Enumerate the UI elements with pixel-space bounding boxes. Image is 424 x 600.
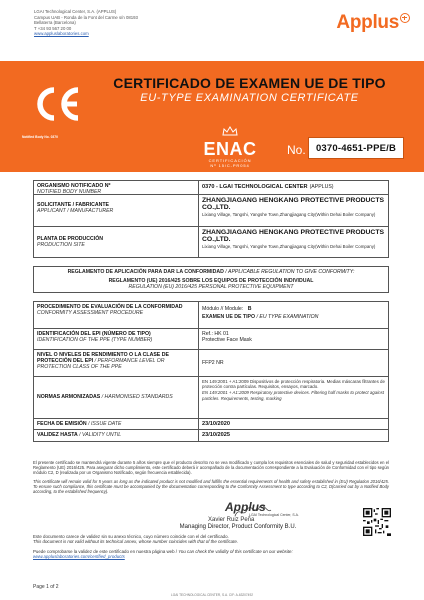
verification-note (33, 549, 389, 560)
value-cell (199, 419, 388, 429)
notified-body-value: 0370 - LGAI TECHNOLOGICAL CENTER (202, 184, 308, 191)
production-site-address: Lixiang Village, Tangshi, Yangshe Town,Zhangjiagang City(Within Dehai Boiler Company) (202, 243, 376, 249)
address-line: Campus UAB - Ronda de la Font del Carme s/n 08193 (34, 14, 138, 20)
website-link[interactable]: www.appluslaboratories.com (34, 31, 89, 37)
module-line (202, 306, 385, 312)
ppe-name: Protective Face Mask (202, 336, 252, 343)
standard-text-es: EN 149:2001 + A1:2009 Dispositivos de protección respiratoria. Medias máscaras filtrantes de protección contra partículas. Requisitos, ensayos, marcado. (202, 378, 385, 389)
signatory-name: Xavier Ruiz Peña (208, 517, 255, 523)
parties-table (33, 180, 389, 258)
annex-note-en: This document is not valid without its technical annex, whose number coincides with that of the certificate. (33, 539, 239, 545)
value-cell (199, 302, 388, 328)
value-cell (199, 430, 388, 441)
regulation-heading (37, 269, 385, 276)
label-english: / ISSUE DATE (86, 420, 122, 427)
table-row (34, 419, 388, 430)
title-english: EU-TYPE EXAMINATION CERTIFICATE (140, 92, 359, 104)
production-site-name: ZHANGJIAGANG HENGKANG PROTECTIVE PRODUCTS CO.,LTD. (202, 228, 385, 244)
regulation-heading-es: REGLAMENTO DE APLICACIÓN PARA DAR LA CONFORMIDAD (67, 269, 224, 275)
enac-subtitle: CERTIFICACIÓN (208, 158, 252, 163)
signatory-role: Managing Director, Product Conformity B.U. (179, 524, 297, 530)
details-table (33, 301, 389, 442)
table-row (34, 350, 388, 377)
address-line: Bellaterra (Barcelona) (34, 20, 76, 26)
regulation-title-es: REGLAMENTO (UE) 2016/425 SOBRE LOS EQUIPOS DE PROTECCIÓN INDIVIDUAL (108, 277, 314, 284)
label-cell (34, 227, 199, 257)
issue-date-label (37, 421, 121, 427)
applicant-address: Lixiang Village, Tangshi, Yangshe Town,Zhangjiagang City(Within Dehai Boiler Company) (202, 211, 376, 217)
applicant-name: ZHANGJIAGANG HENGKANG PROTECTIVE PRODUCTS CO.,LTD. (202, 196, 385, 212)
validity-label (37, 432, 121, 438)
label-english: PRODUCTION SITE (37, 242, 85, 249)
module-label: Módulo // Module: (202, 305, 244, 312)
label-spanish: PROCEDIMIENTO DE EVALUACIÓN DE LA CONFORMIDAD (37, 303, 183, 310)
label-spanish: NORMAS ARMONIZADAS (37, 394, 101, 401)
validity-value: 23/10/2025 (202, 432, 230, 439)
ppe-reference: Ref.: HK 01 (202, 330, 229, 337)
performance-value: FFP2 NR (202, 359, 224, 366)
table-row (34, 329, 388, 350)
verification-en: You can check the validity of this certificate on our website: (178, 549, 293, 554)
issue-date-value: 23/10/2020 (202, 420, 230, 427)
annex-note (33, 534, 389, 545)
company-address (34, 9, 138, 37)
verification-link[interactable]: www.appluslaboratories.com/certified_products (33, 554, 125, 560)
value-cell (199, 195, 388, 226)
exam-type-es: EXAMEN UE DE TIPO (202, 313, 256, 320)
notified-body-note: Notified Body No. 0370 (22, 135, 58, 139)
performance-label (37, 352, 195, 370)
signature-company-logo: Applus (225, 500, 266, 514)
module-value: B (247, 305, 252, 312)
label-spanish: ORGANISMO NOTIFICADO Nº (37, 182, 111, 189)
label-english: / HARMONISED STANDARDS (100, 394, 173, 401)
address-line: T +34 93 567 20 00 (34, 25, 72, 31)
table-row (34, 195, 388, 227)
label-spanish: FECHA DE EMISIÓN (37, 420, 87, 427)
label-english: / PERFORMANCE LEVEL OR PROTECTION CLASS OF THE PPE (37, 357, 165, 370)
value-cell (199, 377, 388, 418)
annex-note-es: Este documento carece de validez sin su anexo técnico, cuyo número coincide con el del certificado. (33, 534, 229, 539)
applus-logo (336, 12, 410, 34)
label-spanish: IDENTIFICACIÓN DEL EPI (NÚMERO DE TIPO) (37, 330, 151, 337)
label-cell (34, 430, 199, 441)
table-row (34, 181, 388, 195)
legal-footer: LGAI TECHNOLOGICAL CENTER, S.A. CIF: A-63207492 (170, 593, 254, 597)
note-spanish: El presente certificado se mantendrá vigente durante 5 años siempre que el producto descrito no se vea modificado y cumpla los requisitos esenciales de salud y seguridad establecidos en el Reglamento (UE) 2016/425. Para asegurar dicho cumplimiento, este certificado deberá ir acompañado de la documentación correspondiente a la Evaluación de Conformidad con el tipo según módulo C2, D (realizada por un Organismo Notificado, según frecuencia establecida). (33, 460, 389, 476)
value-cell (199, 181, 388, 194)
address-line: LGAI Technological Center, S.A. (APPLUS) (34, 9, 117, 14)
certificate-banner (0, 61, 424, 172)
standards-label (37, 394, 173, 400)
table-row (34, 302, 388, 329)
label-english: APPLICANT / MANUFACTURER (37, 208, 114, 215)
table-row (34, 377, 388, 419)
value-cell (199, 350, 388, 376)
enac-word: ENAC (203, 139, 257, 159)
label-cell (34, 350, 199, 376)
label-cell (34, 181, 199, 194)
label-spanish: PLANTA DE PRODUCCIÓN (37, 236, 103, 242)
regulation-title-en: REGULATION (EU) 2016/425 PERSONAL PROTECTIVE EQUIPMENT (128, 283, 294, 290)
notified-body-suffix: (APPLUS) (309, 184, 334, 191)
title-spanish: CERTIFICADO DE EXAMEN UE DE TIPO (113, 75, 386, 91)
enac-accreditation-number: Nº 15/C-PR054 (210, 163, 250, 168)
qr-code-icon (363, 508, 391, 536)
label-spanish: NIVEL O NIVELES DE RENDIMIENTO O LA CLASE DE PROTECCIÓN DEL EPI (37, 351, 169, 364)
exam-type-en: / EU TYPE EXAMINATION (255, 313, 319, 320)
label-english: NOTIFIED BODY NUMBER (37, 188, 102, 195)
brand-text: Applus (336, 12, 399, 33)
value-cell (199, 329, 388, 349)
label-english: IDENTIFICATION OF THE PPE (TYPE NUMBER) (37, 336, 153, 343)
table-row (34, 227, 388, 257)
note-english: This certificate will remain valid for 5 years as long as the indicated product is not modified and fulfills the essential requirements of health and safety established in (EU) Regulation 2016/425. To ensure such compliance, this certificate must be accompanied by the documentation corresponding to the Conformity Assessment to type according to C2, D(carried out by a Notified Body according, to the established frequency). (33, 478, 389, 495)
crown-icon (222, 126, 238, 136)
label-english: CONFORMITY ASSESSMENT PROCEDURE (37, 309, 144, 316)
certificate-number: 0370-4651-PPE/B (308, 137, 404, 159)
enac-logo (200, 123, 260, 168)
label-cell (34, 377, 199, 418)
ce-mark-icon (33, 87, 81, 121)
table-row (34, 430, 388, 441)
regulation-heading-en: / APPLICABLE REGULATION TO GIVE CONFORMITY: (223, 269, 355, 275)
page-number: Page 1 of 2 (33, 584, 59, 590)
label-spanish: VALIDEZ HASTA (37, 432, 78, 439)
label-cell (34, 329, 199, 349)
verification-es: Puede comprobarse la validez de este certificado en nuestra página web / (33, 549, 179, 554)
label-english: / VALIDITY UNTIL (77, 432, 122, 439)
signature-company-sub: LGAI Technological Center, S.A. (249, 513, 299, 517)
label-cell (34, 195, 199, 226)
validity-notes (33, 460, 389, 497)
exam-type-line (202, 314, 385, 320)
number-label: No. (287, 143, 306, 157)
label-spanish: SOLICITANTE / FABRICANTE (37, 202, 109, 208)
label-cell (34, 302, 199, 328)
label-cell (34, 419, 199, 429)
regulation-box (33, 266, 389, 293)
standard-text-en: EN 149:2001 + A1:2009 Respiratory protective devices. Filtering half masks to protect against particles. Requirements, testing, marking (202, 390, 385, 401)
value-cell (199, 227, 388, 257)
plus-icon (400, 13, 410, 23)
